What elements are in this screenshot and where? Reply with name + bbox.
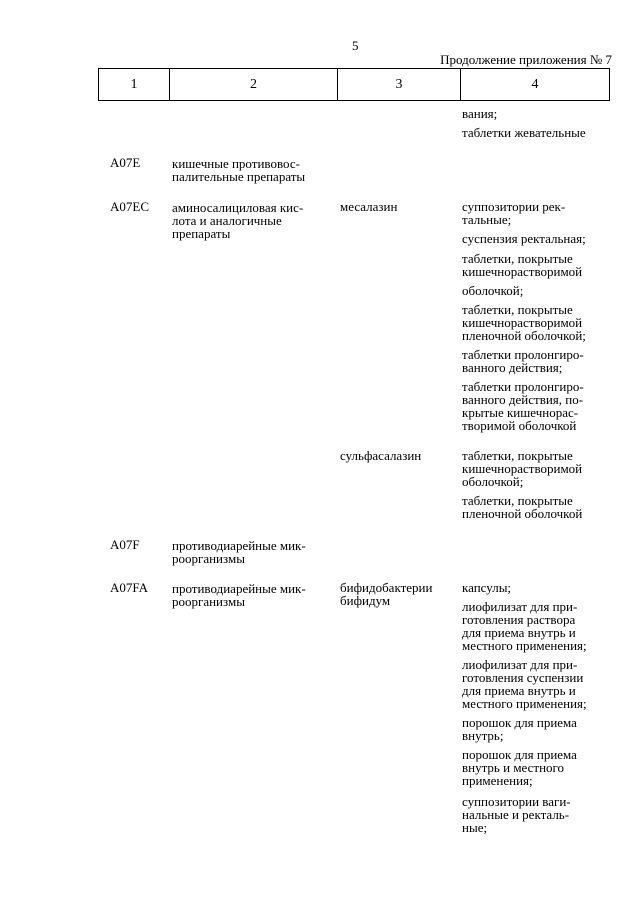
form-line: кишечнорастворимой — [462, 461, 583, 476]
form-line: порошок для приема — [462, 715, 577, 730]
atc-code: A07FA — [110, 580, 149, 595]
drug-name-line: месалазин — [340, 199, 398, 214]
form-line: готовления раствора — [462, 612, 576, 627]
group-name-line: роорганизмы — [172, 551, 245, 566]
form-line: пленочной оболочкой; — [462, 328, 586, 343]
form-line: внутрь; — [462, 728, 504, 743]
group-name-line: роорганизмы — [172, 594, 245, 609]
form-line: порошок для приема — [462, 747, 577, 762]
atc-code: A07EC — [110, 199, 149, 214]
form-line: местного применения; — [462, 696, 587, 711]
group-name-line: лота и аналогичные — [172, 213, 282, 228]
form-line: таблетки жевательные — [462, 125, 586, 140]
form-line: капсулы; — [462, 580, 512, 595]
page-number: 5 — [352, 38, 359, 53]
form-line: таблетки, покрытые — [462, 493, 573, 508]
form-line: нальные и ректаль- — [462, 807, 570, 822]
group-name-line: противодиарейные мик- — [172, 581, 306, 596]
group-name-line: кишечные противовос- — [172, 156, 300, 171]
form-line: творимой оболочкой — [462, 418, 577, 433]
form-line: лиофилизат для при- — [462, 657, 578, 672]
continuation-note: Продолжение приложения № 7 — [440, 52, 612, 67]
column-header-1: 1 — [99, 69, 170, 101]
form-line: таблетки пролонгиро- — [462, 347, 584, 362]
form-line: кишечнорастворимой — [462, 315, 583, 330]
form-line: готовления суспензии — [462, 670, 584, 685]
column-header-table — [98, 68, 610, 101]
form-line: для приема внутрь и — [462, 683, 576, 698]
form-line: таблетки, покрытые — [462, 251, 573, 266]
form-line: ные; — [462, 820, 488, 835]
form-line: пленочной оболочкой — [462, 506, 583, 521]
form-line: внутрь и местного — [462, 760, 565, 775]
form-line: таблетки, покрытые — [462, 448, 573, 463]
form-line: для приема внутрь и — [462, 625, 576, 640]
form-line: суппозитории ваги- — [462, 794, 571, 809]
atc-code: A07F — [110, 537, 140, 552]
drug-name-line: сульфасалазин — [340, 448, 422, 463]
form-line: крытые кишечнорас- — [462, 405, 579, 420]
form-line: местного применения; — [462, 638, 587, 653]
form-line: таблетки пролонгиро- — [462, 379, 584, 394]
form-line: суппозитории рек- — [462, 199, 566, 214]
form-line: применения; — [462, 773, 533, 788]
form-line: кишечнорастворимой — [462, 264, 583, 279]
form-line: ванного действия, по- — [462, 392, 584, 407]
column-header-2: 2 — [170, 69, 338, 101]
group-name-line: препараты — [172, 226, 231, 241]
form-line: ванного действия; — [462, 360, 563, 375]
atc-code: A07E — [110, 155, 141, 170]
drug-name-line: бифидобактерии — [340, 580, 433, 595]
form-line: суспензия ректальная; — [462, 231, 586, 246]
form-line: оболочкой; — [462, 283, 524, 298]
form-line: таблетки, покрытые — [462, 302, 573, 317]
column-header-4: 4 — [461, 69, 610, 101]
form-line: оболочкой; — [462, 474, 524, 489]
column-header-3: 3 — [338, 69, 461, 101]
group-name-line: палительные препараты — [172, 169, 306, 184]
group-name-line: аминосалициловая кис- — [172, 200, 304, 215]
drug-name-line: бифидум — [340, 593, 391, 608]
form-line: лиофилизат для при- — [462, 599, 578, 614]
form-line: вания; — [462, 106, 498, 121]
group-name-line: противодиарейные мик- — [172, 538, 306, 553]
form-line: тальные; — [462, 212, 512, 227]
